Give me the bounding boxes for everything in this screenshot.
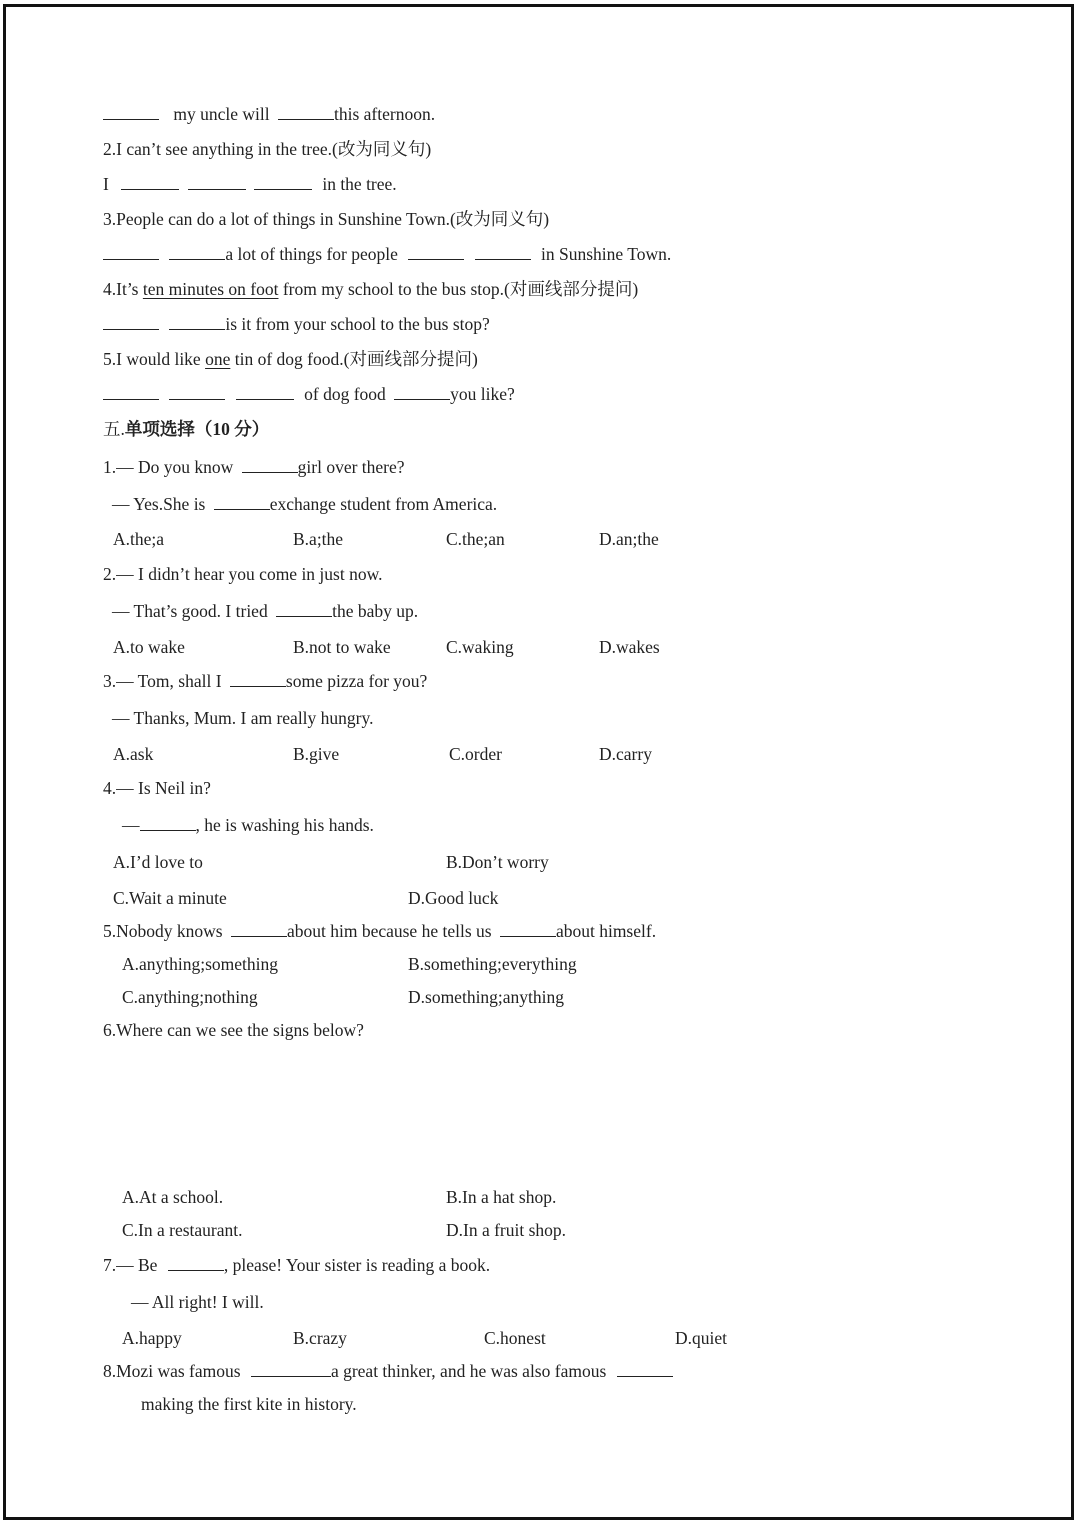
option-a[interactable]: A.the;a bbox=[113, 529, 165, 549]
question-4: 4.It’s ten minutes on foot from my school to the bus stop.(对画线部分提问) bbox=[103, 279, 639, 299]
option-b[interactable]: B.In a hat shop. bbox=[446, 1187, 557, 1207]
option-a[interactable]: A.to wake bbox=[113, 637, 185, 657]
mc-question-4-reply: — , he is washing his hands. bbox=[122, 815, 374, 835]
blank[interactable] bbox=[500, 920, 556, 937]
blank[interactable] bbox=[242, 456, 298, 473]
blank[interactable] bbox=[278, 103, 334, 120]
blank[interactable] bbox=[103, 383, 159, 400]
blank[interactable] bbox=[169, 313, 225, 330]
answer-line-4: is it from your school to the bus stop? bbox=[103, 313, 490, 335]
blank[interactable] bbox=[408, 243, 464, 260]
underlined-word: one bbox=[205, 349, 231, 369]
option-d[interactable]: D.something;anything bbox=[408, 987, 565, 1007]
blank[interactable] bbox=[103, 243, 159, 260]
underlined-phrase: ten minutes on foot bbox=[142, 279, 279, 299]
option-c[interactable]: C.anything;nothing bbox=[122, 987, 258, 1007]
answer-line-5: of dog food you like? bbox=[103, 383, 515, 405]
option-b[interactable]: B.Don’t worry bbox=[446, 852, 549, 872]
option-c[interactable]: C.Wait a minute bbox=[113, 888, 227, 908]
blank[interactable] bbox=[103, 313, 159, 330]
blank[interactable] bbox=[168, 1254, 224, 1271]
option-b[interactable]: B.not to wake bbox=[293, 637, 391, 657]
option-d[interactable]: D.In a fruit shop. bbox=[446, 1220, 567, 1240]
option-d[interactable]: D.wakes bbox=[599, 637, 660, 657]
blank[interactable] bbox=[169, 243, 225, 260]
mc-question-2: 2.— I didn’t hear you come in just now. bbox=[103, 564, 383, 584]
blank[interactable] bbox=[236, 383, 294, 400]
question-2: 2.I can’t see anything in the tree.(改为同义句) bbox=[103, 139, 432, 159]
option-b[interactable]: B.give bbox=[293, 744, 340, 764]
blank[interactable] bbox=[214, 493, 270, 510]
mc-question-1: 1.— Do you know girl over there? bbox=[103, 457, 405, 477]
blank[interactable] bbox=[617, 1360, 673, 1377]
mc-question-5: 5.Nobody knows about him because he tells us about himself. bbox=[103, 921, 657, 941]
option-b[interactable]: B.crazy bbox=[293, 1328, 347, 1348]
blank[interactable] bbox=[251, 1360, 331, 1377]
blank[interactable] bbox=[169, 383, 225, 400]
option-a[interactable]: A.ask bbox=[113, 744, 154, 764]
mc-question-7: 7.— Be , please! Your sister is reading a book. bbox=[103, 1255, 491, 1275]
mc-question-4: 4.— Is Neil in? bbox=[103, 778, 211, 798]
option-b[interactable]: B.a;the bbox=[293, 529, 344, 549]
option-a[interactable]: A.happy bbox=[122, 1328, 182, 1348]
answer-line-2: I in the tree. bbox=[103, 174, 397, 194]
option-c[interactable]: C.order bbox=[449, 744, 502, 764]
mc-question-6: 6.Where can we see the signs below? bbox=[103, 1020, 364, 1040]
option-d[interactable]: D.Good luck bbox=[408, 888, 499, 908]
option-c[interactable]: C.waking bbox=[446, 637, 514, 657]
blank[interactable] bbox=[188, 173, 246, 190]
mc-question-3: 3.— Tom, shall I some pizza for you? bbox=[103, 671, 428, 691]
option-a[interactable]: A.I’d love to bbox=[113, 852, 203, 872]
blank[interactable] bbox=[276, 600, 332, 617]
blank[interactable] bbox=[230, 670, 286, 687]
blank[interactable] bbox=[140, 814, 196, 831]
mc-question-8-continued: making the first kite in history. bbox=[141, 1394, 357, 1414]
option-c[interactable]: C.In a restaurant. bbox=[122, 1220, 243, 1240]
blank[interactable] bbox=[475, 243, 531, 260]
blank[interactable] bbox=[394, 383, 450, 400]
option-d[interactable]: D.quiet bbox=[675, 1328, 728, 1348]
option-d[interactable]: D.an;the bbox=[599, 529, 659, 549]
question-5: 5.I would like one tin of dog food.(对画线部分提问) bbox=[103, 349, 478, 369]
mc-question-7-reply: — All right! I will. bbox=[131, 1292, 264, 1312]
signs-image-area bbox=[103, 1050, 803, 1180]
option-d[interactable]: D.carry bbox=[599, 744, 652, 764]
blank[interactable] bbox=[103, 103, 159, 120]
option-a[interactable]: A.anything;something bbox=[122, 954, 279, 974]
option-a[interactable]: A.At a school. bbox=[122, 1187, 224, 1207]
blank[interactable] bbox=[121, 173, 179, 190]
mc-question-8: 8.Mozi was famous a great thinker, and he was also famous bbox=[103, 1360, 673, 1382]
blank[interactable] bbox=[254, 173, 312, 190]
mc-question-2-reply: — That’s good. I tried the baby up. bbox=[112, 601, 419, 621]
blank[interactable] bbox=[231, 920, 287, 937]
option-c[interactable]: C.honest bbox=[484, 1328, 546, 1348]
rewrite-line-1: my uncle will this afternoon. bbox=[103, 103, 435, 125]
section-heading: 五.单项选择（10 分） bbox=[103, 419, 270, 439]
question-3: 3.People can do a lot of things in Sunshine Town.(改为同义句) bbox=[103, 209, 550, 229]
mc-question-3-reply: — Thanks, Mum. I am really hungry. bbox=[112, 708, 374, 728]
option-b[interactable]: B.something;everything bbox=[408, 954, 577, 974]
mc-question-1-reply: — Yes.She is exchange student from America. bbox=[112, 494, 498, 514]
answer-line-3: a lot of things for people in Sunshine Town. bbox=[103, 243, 671, 265]
option-c[interactable]: C.the;an bbox=[446, 529, 505, 549]
